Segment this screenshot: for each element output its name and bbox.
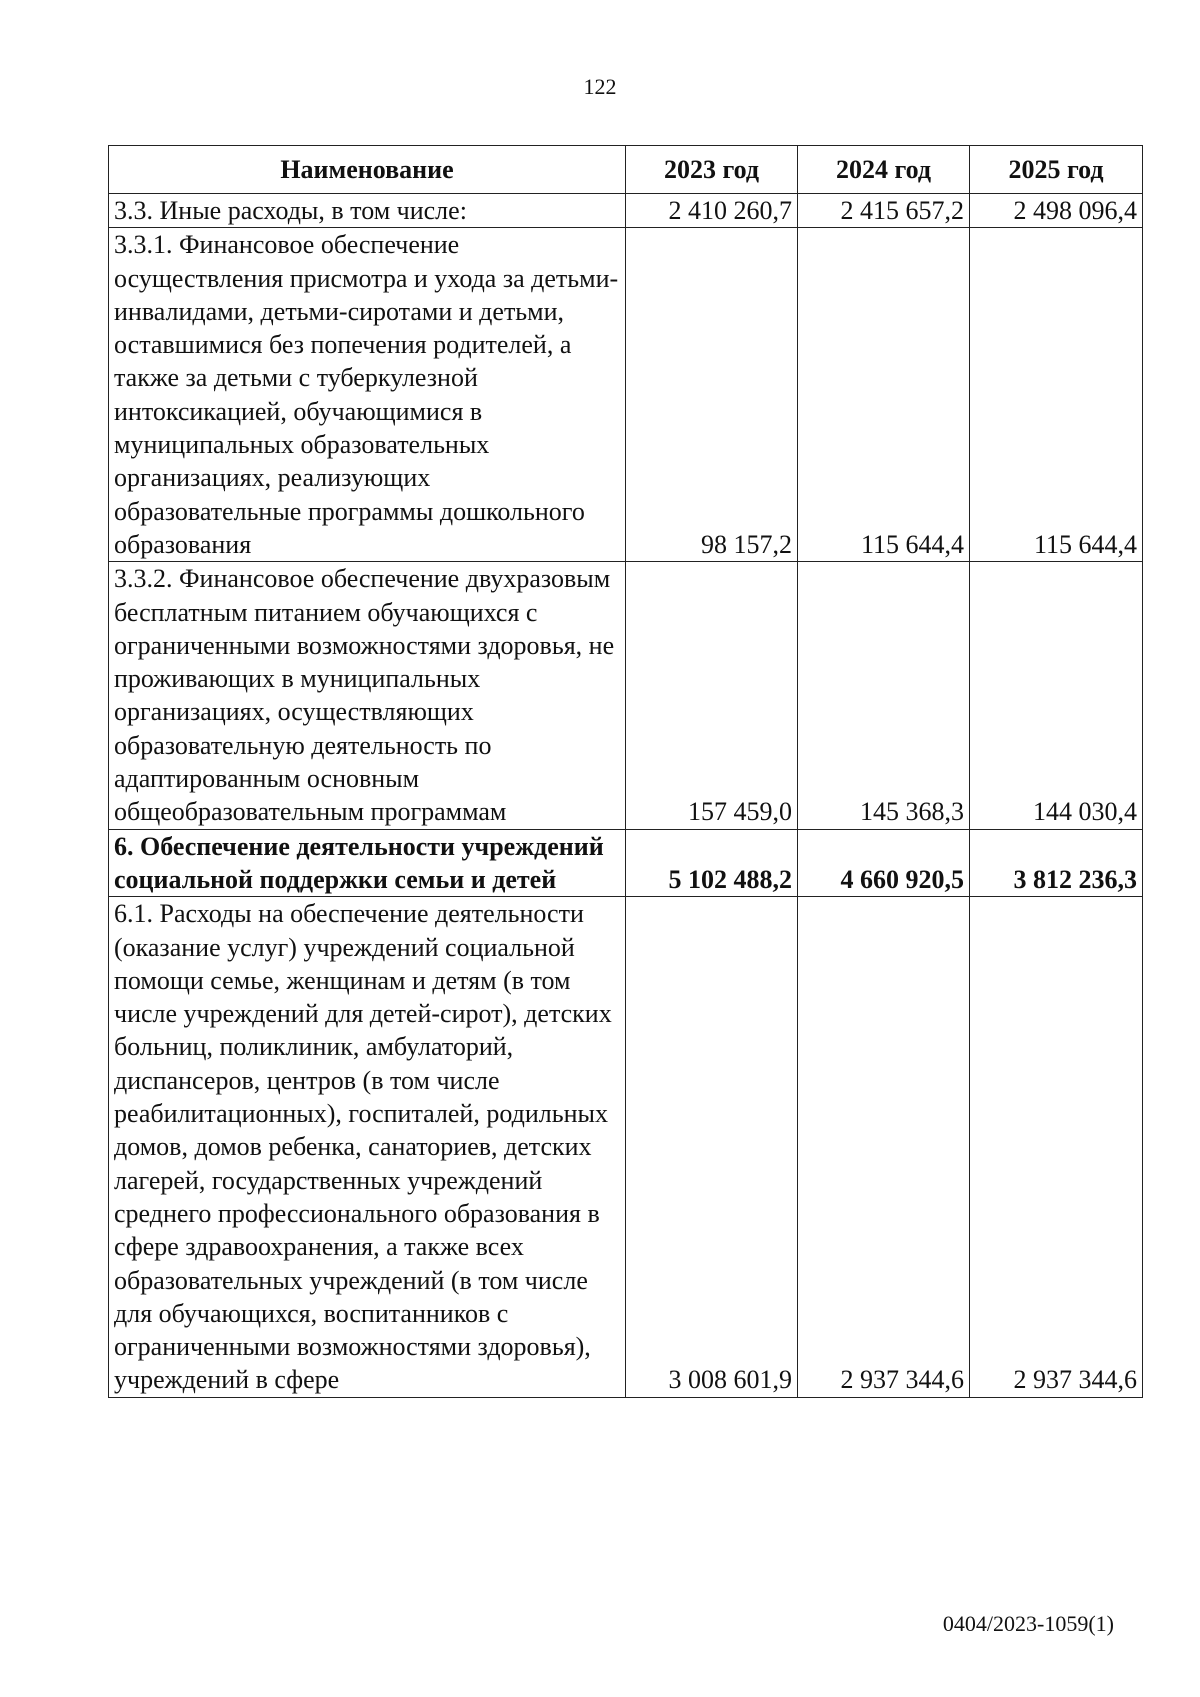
row-value-2025: 2 937 344,6 — [970, 897, 1143, 1397]
row-value-2023: 2 410 260,7 — [626, 194, 798, 228]
document-code: 0404/2023-1059(1) — [942, 1611, 1114, 1636]
page-number: 122 — [583, 74, 617, 99]
row-value-2023: 157 459,0 — [626, 562, 798, 829]
row-name: 6.1. Расходы на обеспечение деятельности (оказание услуг) учреждений социальной помощи семье, женщинам и детям (в том числе учреждений для детей-сирот), детских больниц, поликлиник, амбулаторий, диспансеров, центров (в том числе реабилитационных), госпиталей, родильных домов, домов ребенка, санаториев, детских лагерей, государственных учреждений среднего профессионального образования в сфере здравоохранения, а также всех образовательных учреждений (в том числе для обучающихся, воспитанников с ограниченными возможностями здоровья), учреждений в сфере — [109, 897, 626, 1397]
row-value-2025: 144 030,4 — [970, 562, 1143, 829]
table-row — [109, 194, 1143, 228]
row-value-2024: 4 660 920,5 — [798, 829, 970, 897]
row-value-2025: 2 498 096,4 — [970, 194, 1143, 228]
row-value-2025: 115 644,4 — [970, 228, 1143, 562]
header-2024: 2024 год — [798, 146, 970, 194]
row-value-2023: 3 008 601,9 — [626, 897, 798, 1397]
row-value-2025: 3 812 236,3 — [970, 829, 1143, 897]
header-2025: 2025 год — [970, 146, 1143, 194]
row-value-2024: 2 937 344,6 — [798, 897, 970, 1397]
table-header-row — [109, 146, 1143, 194]
row-value-2023: 5 102 488,2 — [626, 829, 798, 897]
budget-table — [108, 145, 1143, 1398]
row-value-2023: 98 157,2 — [626, 228, 798, 562]
row-name: 6. Обеспечение деятельности учреждений социальной поддержки семьи и детей — [109, 829, 626, 897]
table-row — [109, 228, 1143, 562]
table-row-section — [109, 829, 1143, 897]
header-2023: 2023 год — [626, 146, 798, 194]
row-value-2024: 2 415 657,2 — [798, 194, 970, 228]
header-name: Наименование — [109, 146, 626, 194]
row-value-2024: 145 368,3 — [798, 562, 970, 829]
row-name: 3.3. Иные расходы, в том числе: — [109, 194, 626, 228]
row-name: 3.3.2. Финансовое обеспечение двухразовым бесплатным питанием обучающихся с ограниченными возможностями здоровья, не проживающих в муниципальных организациях, осуществляющих образовательную деятельность по адаптированным основным общеобразовательным программам — [109, 562, 626, 829]
table-row — [109, 897, 1143, 1397]
row-value-2024: 115 644,4 — [798, 228, 970, 562]
row-name: 3.3.1. Финансовое обеспечение осуществления присмотра и ухода за детьми-инвалидами, детьми-сиротами и детьми, оставшимися без попечения родителей, а также за детьми с туберкулезной интоксикацией, обучающимися в муниципальных образовательных организациях, реализующих образовательные программы дошкольного образования — [109, 228, 626, 562]
table-row — [109, 562, 1143, 829]
